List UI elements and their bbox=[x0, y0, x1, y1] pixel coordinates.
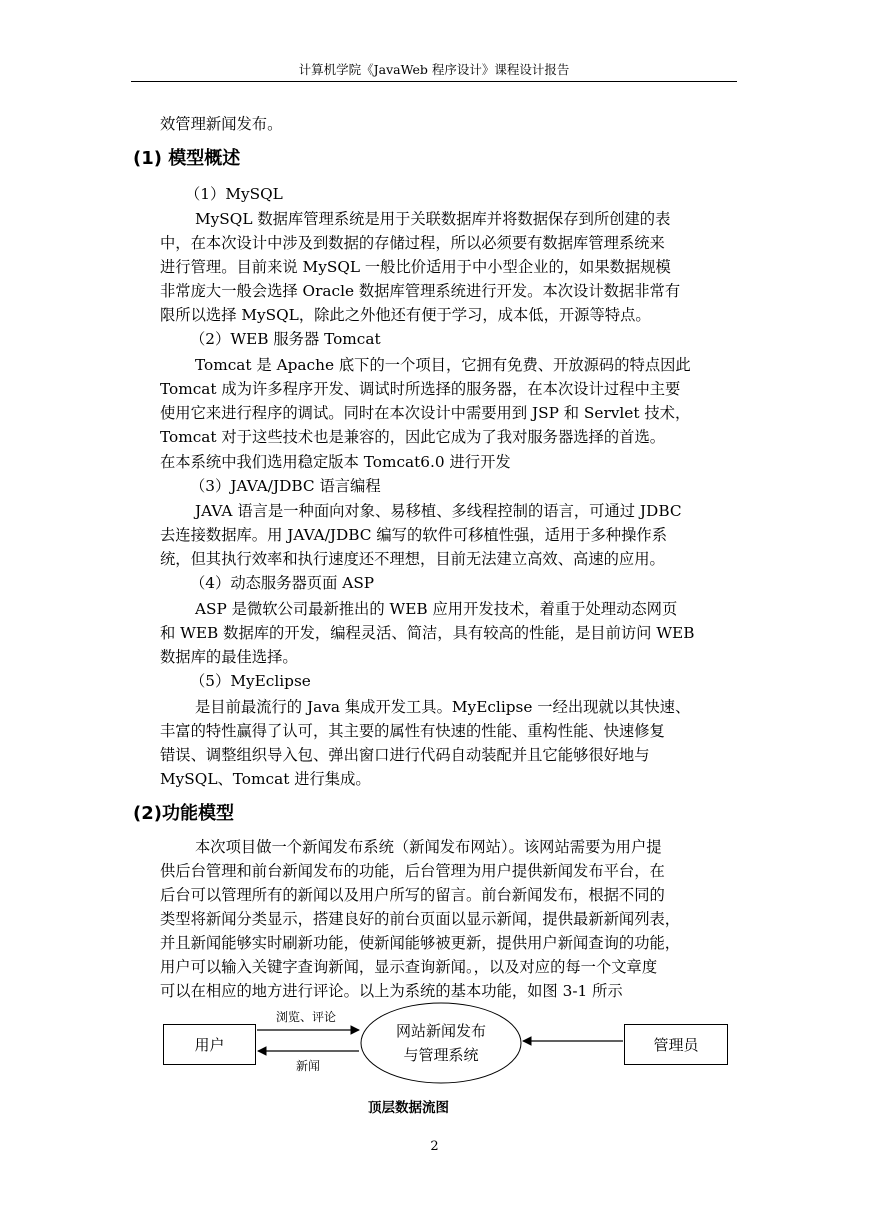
paragraph-line: 中，在本次设计中涉及到数据的存储过程，所以必须要有数据库管理系统来 bbox=[160, 234, 665, 252]
paragraph-line: 供后台管理和前台新闻发布的功能，后台管理为用户提供新闻发布平台，在 bbox=[160, 862, 665, 880]
user-label: 用户 bbox=[194, 1036, 225, 1054]
paragraph-line: 后台可以管理所有的新闻以及用户所写的留言。前台新闻发布，根据不同的 bbox=[160, 886, 665, 904]
paragraph-line: （5）MyEclipse bbox=[190, 672, 311, 690]
paragraph-line: 非常庞大一般会选择 Oracle 数据库管理系统进行开发。本次设计数据非常有 bbox=[160, 282, 681, 300]
user-box bbox=[163, 1024, 256, 1065]
paragraph-line: Tomcat 对于这些技术也是兼容的，因此它成为了我对服务器选择的首选。 bbox=[160, 428, 666, 446]
paragraph-line: 统，但其执行效率和执行速度还不理想，目前无法建立高效、高速的应用。 bbox=[160, 550, 665, 568]
paragraph-line: （2）WEB 服务器 Tomcat bbox=[190, 330, 381, 348]
section-heading: (2)功能模型 bbox=[133, 803, 234, 824]
figure-caption: 顶层数据流图 bbox=[368, 1100, 449, 1116]
paragraph-line: MySQL、Tomcat 进行集成。 bbox=[160, 770, 371, 788]
paragraph-line: ASP 是微软公司最新推出的 WEB 应用开发技术，着重于处理动态网页 bbox=[195, 600, 678, 618]
paragraph-line: 在本系统中我们选用稳定版本 Tomcat6.0 进行开发 bbox=[160, 453, 511, 471]
admin-label: 管理员 bbox=[653, 1036, 699, 1054]
system-label-line2: 与管理系统 bbox=[403, 1046, 479, 1064]
arrow-top-label: 浏览、评论 bbox=[276, 1010, 337, 1024]
paragraph-line: 本次项目做一个新闻发布系统（新闻发布网站）。该网站需要为用户提 bbox=[195, 838, 662, 856]
page-header: 计算机学院《JavaWeb 程序设计》课程设计报告 bbox=[298, 62, 570, 77]
paragraph-line: 去连接数据库。用 JAVA/JDBC 编写的软件可移植性强，适用于多种操作系 bbox=[160, 526, 667, 544]
paragraph-line: 数据库的最佳选择。 bbox=[160, 648, 298, 666]
paragraph-line: （1）MySQL bbox=[185, 185, 283, 203]
paragraph-line: MySQL 数据库管理系统是用于关联数据库并将数据保存到所创建的表 bbox=[195, 210, 671, 228]
paragraph-line: 可以在相应的地方进行评论。以上为系统的基本功能，如图 3-1 所示 bbox=[160, 982, 623, 1000]
paragraph-line: 类型将新闻分类显示，搭建良好的前台页面以显示新闻，提供最新新闻列表， bbox=[160, 910, 681, 928]
paragraph-line: 限所以选择 MySQL，除此之外他还有便于学习，成本低，开源等特点。 bbox=[160, 306, 651, 324]
paragraph-line: Tomcat 是 Apache 底下的一个项目，它拥有免费、开放源码的特点因此 bbox=[195, 356, 691, 374]
header-rule bbox=[131, 81, 737, 82]
paragraph-line: 进行管理。目前来说 MySQL 一般比价适用于中小型企业的，如果数据规模 bbox=[160, 258, 671, 276]
system-label-line1: 网站新闻发布 bbox=[395, 1022, 486, 1040]
paragraph-line: 并且新闻能够实时刷新功能，使新闻能够被更新，提供用户新闻查询的功能， bbox=[160, 934, 681, 952]
paragraph-line: 使用它来进行程序的调试。同时在本次设计中需要用到 JSP 和 Servlet 技术， bbox=[160, 404, 691, 422]
system-label bbox=[371, 1019, 511, 1067]
paragraph-line: （4）动态服务器页面 ASP bbox=[190, 574, 375, 592]
page-number: 2 bbox=[430, 1139, 439, 1154]
paragraph-line: （3）JAVA/JDBC 语言编程 bbox=[190, 477, 381, 495]
paragraph-line: JAVA 语言是一种面向对象、易移植、多线程控制的语言，可通过 JDBC bbox=[195, 502, 682, 520]
paragraph-line: Tomcat 成为许多程序开发、调试时所选择的服务器，在本次设计过程中主要 bbox=[160, 380, 681, 398]
paragraph-line: 效管理新闻发布。 bbox=[160, 115, 283, 133]
admin-box bbox=[624, 1024, 728, 1065]
paragraph-line: 用户可以输入关键字查询新闻，显示查询新闻。，以及对应的每一个文章度 bbox=[160, 958, 658, 976]
paragraph-line: 和 WEB 数据库的开发，编程灵活、简洁，具有较高的性能，是目前访问 WEB bbox=[160, 624, 695, 642]
section-heading: (1) 模型概述 bbox=[133, 148, 241, 169]
paragraph-line: 是目前最流行的 Java 集成开发工具。MyEclipse 一经出现就以其快速、 bbox=[195, 698, 691, 716]
paragraph-line: 错误、调整组织导入包、弹出窗口进行代码自动装配并且它能够很好地与 bbox=[160, 746, 650, 764]
arrow-bottom-label: 新闻 bbox=[296, 1059, 321, 1073]
paragraph-line: 丰富的特性赢得了认可，其主要的属性有快速的性能、重构性能、快速修复 bbox=[160, 722, 665, 740]
